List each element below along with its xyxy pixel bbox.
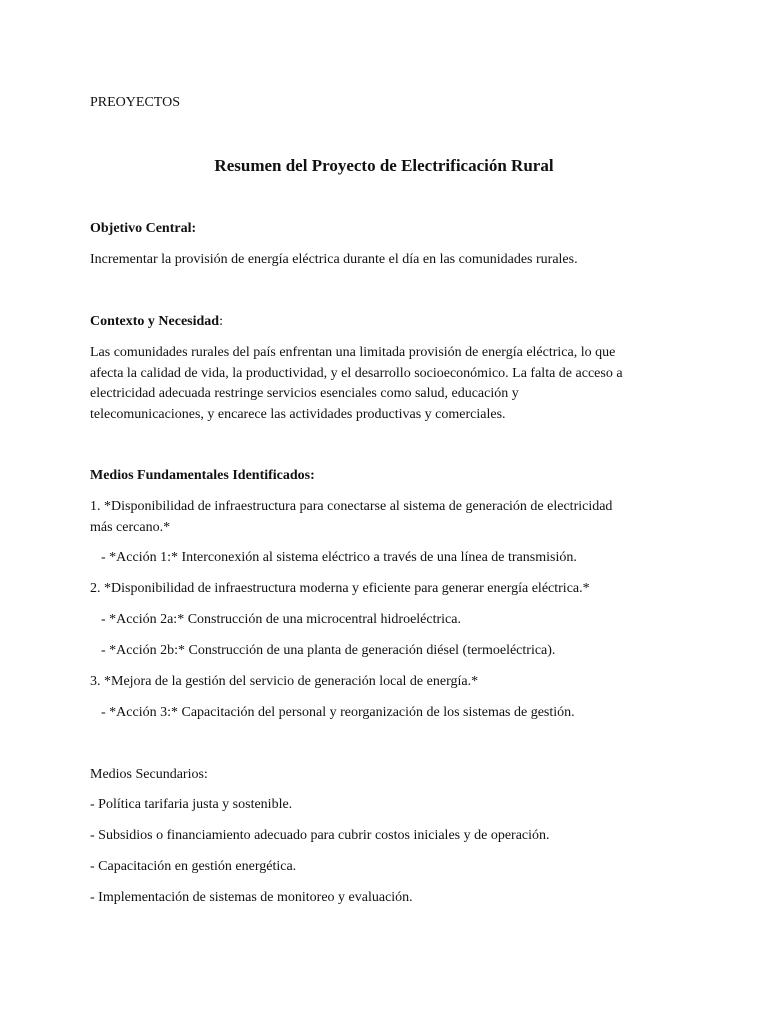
secondary-item-2: - Subsidios o financiamiento adecuado para cubrir costos iniciales y de operación. [90,828,550,843]
header-label: PREOYECTOS [90,95,180,110]
secondary-item-3: - Capacitación en gestión energética. [90,859,297,874]
action-2a: - *Acción 2a:* Construcción de una microcentral hidroeléctrica. [101,612,461,627]
action-2b: - *Acción 2b:* Construcción de una planta de generación diésel (termoeléctrica). [101,643,556,658]
secondary-item-4: - Implementación de sistemas de monitoreo y evaluación. [90,890,413,905]
page-title: Resumen del Proyecto de Electrificación Rural [214,156,554,175]
secondary-heading: Medios Secundarios: [90,767,208,782]
fundamental-heading: Medios Fundamentales Identificados: [90,468,315,483]
fundamental-item-2: 2. *Disponibilidad de infraestructura moderna y eficiente para generar energía eléctrica.* [90,581,590,596]
context-line-3: electricidad adecuada restringe servicios esenciales como salud, educación y [90,386,519,401]
context-line-1: Las comunidades rurales del país enfrentan una limitada provisión de energía eléctrica, lo que [90,345,616,360]
objective-text: Incrementar la provisión de energía eléctrica durante el día en las comunidades rurales. [90,252,578,267]
action-3: - *Acción 3:* Capacitación del personal y reorganización de los sistemas de gestión. [101,705,575,720]
secondary-item-1: - Política tarifaria justa y sostenible. [90,797,293,812]
fundamental-item-1-line-1: 1. *Disponibilidad de infraestructura para conectarse al sistema de generación de electricidad [90,499,613,514]
objective-heading: Objetivo Central: [90,221,197,236]
context-heading: Contexto y Necesidad [90,314,220,329]
context-heading-colon: : [219,314,223,329]
context-line-2: afecta la calidad de vida, la productividad, y el desarrollo socioeconómico. La falta de acceso a [90,365,623,381]
context-line-4: telecomunicaciones, y encarece las actividades productivas y comerciales. [90,406,506,422]
fundamental-item-1-line-2: más cercano.* [90,519,171,535]
fundamental-item-3: 3. *Mejora de la gestión del servicio de generación local de energía.* [90,674,479,689]
context-heading-line [90,312,223,332]
action-1: - *Acción 1:* Interconexión al sistema eléctrico a través de una línea de transmisión. [101,550,577,565]
